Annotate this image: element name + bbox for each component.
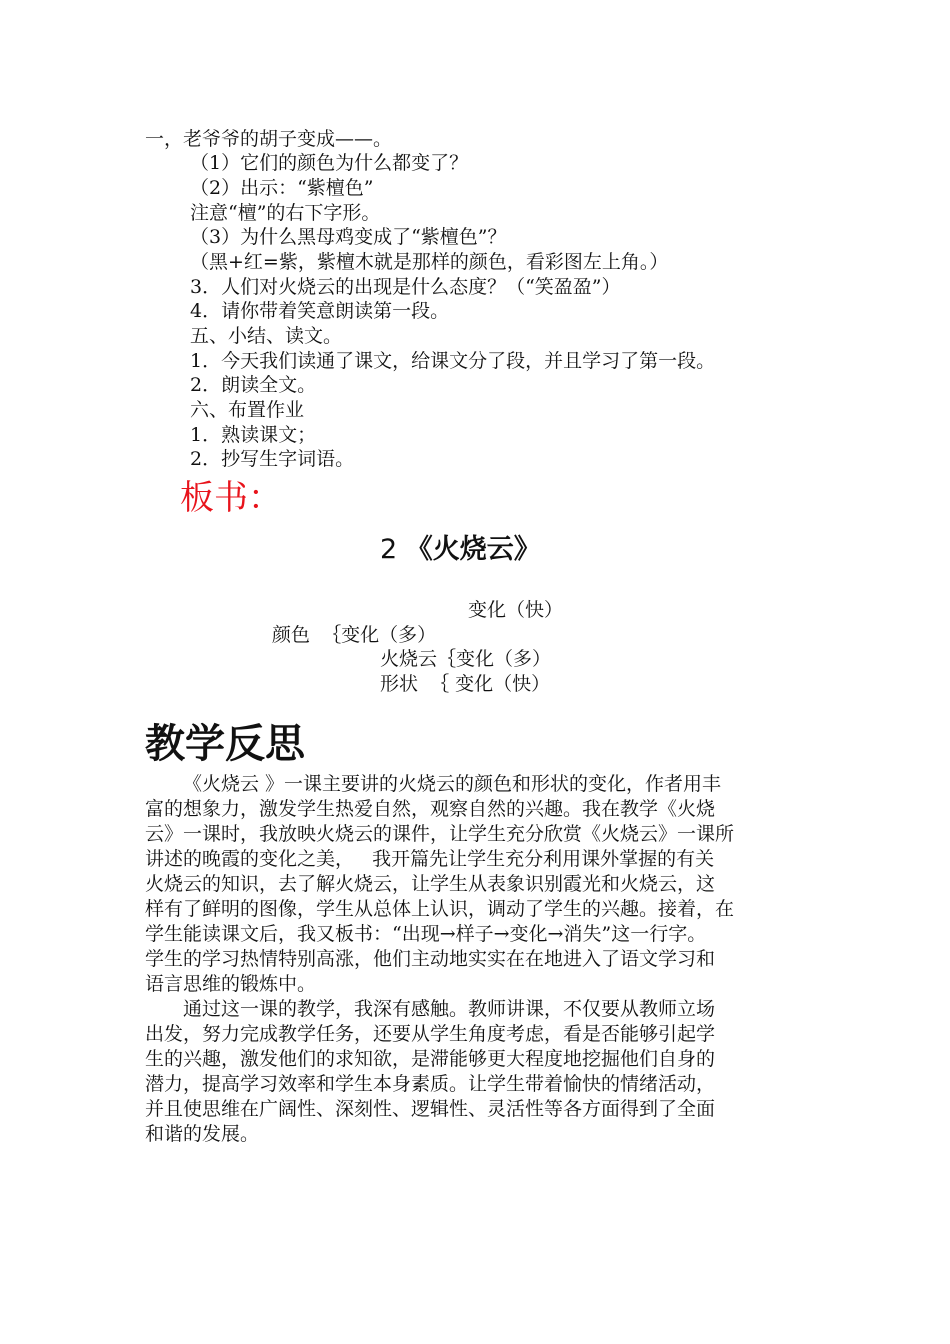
outline-line-13: 1．熟读课文； [190,424,317,446]
outline-line-7: 3．人们对火烧云的出现是什么态度？（“笑盈盈”） [190,276,621,298]
board-line-1: 变化（快） [468,599,564,621]
outline-line-9: 五、小结、读文。 [190,325,343,347]
board-title [380,532,541,568]
reflection-title: 教学反思 [145,720,305,767]
reflection-p1-line-4: 讲述的晚霞的变化之美， 我开篇先让学生充分利用课外掌握的有关 [145,848,715,870]
board-title-number: 2 [380,534,398,565]
reflection-p2-line-3: 生的兴趣，激发他们的求知欲，是滞能够更大程度地挖掘他们自身的 [145,1048,716,1070]
reflection-p2-line-5: 并且使思维在广阔性、深刻性、逻辑性、灵活性等各方面得到了全面 [145,1098,716,1120]
outline-line-4: 注意“檀”的右下字形。 [190,202,381,224]
board-title-name: 《火烧云》 [405,534,541,565]
outline-line-11: 2．朗读全文。 [190,374,317,396]
outline-line-3: （2）出示：“紫檀色” [190,177,374,199]
board-heading: 板书： [180,478,282,518]
outline-line-5: （3）为什么黑母鸡变成了“紫檀色”？ [190,226,507,248]
board-line-4: 形状 ｛ 变化（快） [380,673,551,695]
reflection-p2-line-6: 和谐的发展。 [145,1123,260,1145]
reflection-p1-line-2: 富的想象力，激发学生热爱自然，观察自然的兴趣。我在教学《火烧 [145,798,716,820]
outline-line-10: 1．今天我们读通了课文，给课文分了段，并且学习了第一段。 [190,350,716,372]
outline-line-14: 2．抄写生字词语。 [190,448,355,470]
reflection-p1-line-5: 火烧云的知识，去了解火烧云，让学生从表象识别霞光和火烧云，这 [145,873,716,895]
outline-line-8: 4．请你带着笑意朗读第一段。 [190,300,450,322]
reflection-p2-line-1: 通过这一课的教学，我深有感触。教师讲课，不仅要从教师立场 [183,998,716,1020]
outline-line-1: 一，老爷爷的胡子变成——。 [145,128,393,150]
reflection-p1-line-7: 学生能读课文后，我又板书：“出现→样子→变化→消失”这一行字。 [145,923,707,945]
outline-line-2: （1）它们的颜色为什么都变了？ [190,152,469,174]
reflection-p1-line-6: 样有了鲜明的图像，学生从总体上认识，调动了学生的兴趣。接着，在 [145,898,735,920]
reflection-p1-line-8: 学生的学习热情特别高涨，他们主动地实实在在地进入了语文学习和 [145,948,716,970]
board-line-2: 颜色 ｛变化（多） [272,624,437,646]
board-line-3: 火烧云｛变化（多） [380,648,552,670]
outline-line-12: 六、布置作业 [190,399,305,421]
reflection-p2-line-2: 出发，努力完成教学任务，还要从学生角度考虑，看是否能够引起学 [145,1023,716,1045]
reflection-p1-line-9: 语言思维的锻炼中。 [145,973,317,995]
reflection-p2-line-4: 潜力，提高学习效率和学生本身素质。让学生带着愉快的情绪活动， [145,1073,716,1095]
outline-line-6: （黑+红=紫，紫檀木就是那样的颜色，看彩图左上角。） [190,251,669,273]
reflection-p1-line-1: 《火烧云 》一课主要讲的火烧云的颜色和形状的变化，作者用丰 [183,773,722,795]
reflection-p1-line-3: 云》一课时，我放映火烧云的课件，让学生充分欣赏《火烧云》一课所 [145,823,735,845]
